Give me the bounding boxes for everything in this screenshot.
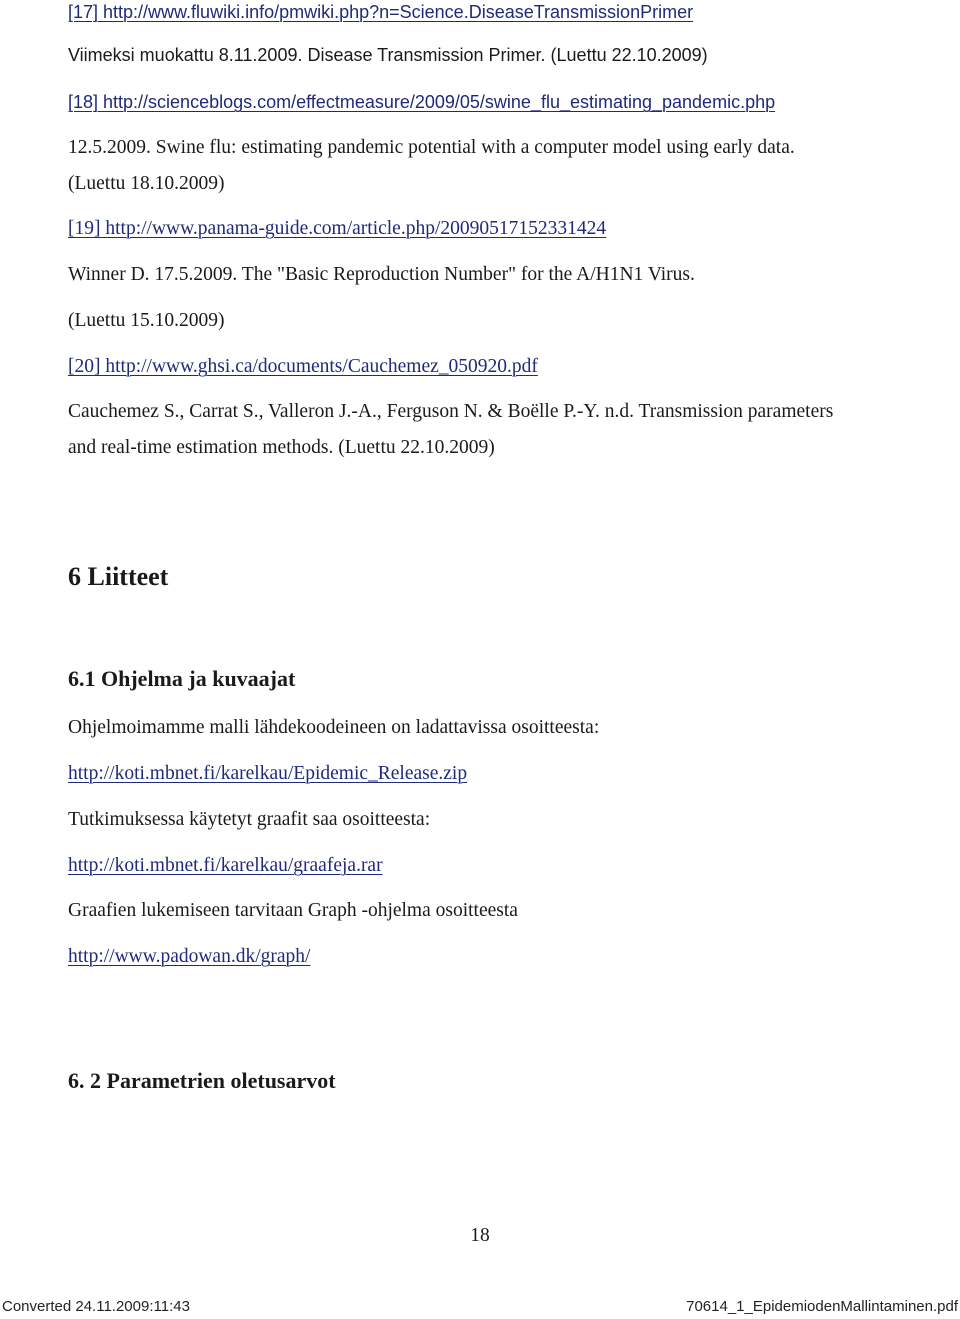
- ref19-text-line2: (Luettu 15.10.2009): [68, 310, 225, 331]
- page-number: 18: [470, 1225, 490, 1246]
- graphs-download-link[interactable]: http://koti.mbnet.fi/karelkau/graafeja.rar: [68, 855, 383, 876]
- program-download-link[interactable]: http://koti.mbnet.fi/karelkau/Epidemic_Release.zip: [68, 763, 468, 784]
- graph-program-link[interactable]: http://www.padowan.dk/graph/: [68, 946, 311, 967]
- ref20-text-line2: and real-time estimation methods. (Luettu 22.10.2009): [68, 437, 495, 458]
- ref19-link[interactable]: [19] http://www.panama-guide.com/article.php/20090517152331424: [68, 218, 607, 239]
- graph-program-text: Graafien lukemiseen tarvitaan Graph -ohjelma osoitteesta: [68, 900, 518, 921]
- ref18-text-line2: (Luettu 18.10.2009): [68, 173, 225, 194]
- ref20-text-line1: Cauchemez S., Carrat S., Valleron J.-A., Ferguson N. & Boëlle P.-Y. n.d. Transmission parameters: [68, 401, 834, 422]
- ref18-link[interactable]: [18] http://scienceblogs.com/effectmeasure/2009/05/swine_flu_estimating_pandemic.php: [68, 92, 776, 112]
- footer-converted-date: Converted 24.11.2009:11:43: [2, 1298, 190, 1315]
- ref20-link[interactable]: [20] http://www.ghsi.ca/documents/Cauchemez_050920.pdf: [68, 356, 538, 377]
- ref18-text-line1: 12.5.2009. Swine flu: estimating pandemic potential with a computer model using early data.: [68, 137, 795, 158]
- ref17-link[interactable]: [17] http://www.fluwiki.info/pmwiki.php?n=Science.DiseaseTransmissionPrimer: [68, 2, 694, 22]
- footer-filename: 70614_1_EpidemiodenMallintaminen.pdf: [686, 1298, 958, 1315]
- ref19-text-line1: Winner D. 17.5.2009. The "Basic Reproduction Number" for the A/H1N1 Virus.: [68, 264, 695, 285]
- program-download-text: Ohjelmoimamme malli lähdekoodeineen on ladattavissa osoitteesta:: [68, 717, 600, 738]
- ref17-text: Viimeksi muokattu 8.11.2009. Disease Transmission Primer. (Luettu 22.10.2009): [68, 45, 708, 65]
- graphs-download-text: Tutkimuksessa käytetyt graafit saa osoitteesta:: [68, 809, 431, 830]
- section-heading-liitteet: 6 Liitteet: [68, 562, 169, 591]
- subsection-heading-parametrien: 6. 2 Parametrien oletusarvot: [68, 1068, 336, 1093]
- subsection-heading-ohjelma: 6.1 Ohjelma ja kuvaajat: [68, 666, 296, 691]
